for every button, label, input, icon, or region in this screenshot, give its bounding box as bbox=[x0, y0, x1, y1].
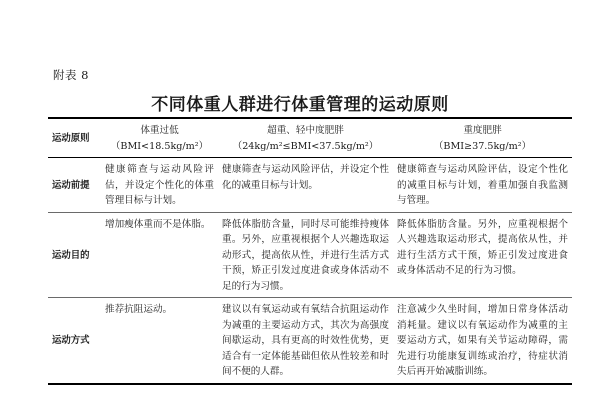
exercise-principles-table bbox=[48, 117, 572, 385]
header-overweight bbox=[218, 118, 393, 158]
header-overweight-criterion: （24kg/m²≤BMI<37.5kg/m²） bbox=[232, 140, 379, 152]
table-row bbox=[48, 158, 572, 213]
table-cell: 增加瘦体重而不是体脂。 bbox=[105, 218, 211, 230]
table-cell: 建议以有氧运动或有氧结合抗阻运动作为减重的主要运动方式，其次为高强度间歇运动，具有更高的时效性优势，更适合有一定体能基础但依从性较差和时间不便的人群。 bbox=[222, 304, 389, 377]
header-underweight bbox=[101, 118, 218, 158]
table-title: 不同体重人群进行体重管理的运动原则 bbox=[151, 95, 449, 115]
header-severe-obesity bbox=[393, 118, 572, 158]
table-cell: 注意减少久坐时间，增加日常身体活动消耗量。建议以有氧运动作为减重的主要运动方式，如果有关节运动障碍，需先进行功能康复训练或治疗，待症状消失后再开始减脂训练。 bbox=[397, 304, 568, 377]
table-cell: 降低体脂肪含量，同时尽可能维持瘦体重。另外，应重视根据个人兴趣选取运动形式，提高依从性，并进行生活方式干预，矫正引发过度进食或身体活动不足的行为习惯。 bbox=[222, 218, 389, 292]
table-header-row bbox=[48, 118, 572, 158]
table-cell: 健康筛查与运动风险评估，并设定个性化的减重目标与计划。 bbox=[222, 164, 389, 191]
header-underweight-name: 体重过低 bbox=[140, 125, 179, 136]
table-row bbox=[48, 212, 572, 298]
table-cell: 健康筛查与运动风险评估，并设定个性化的体重管理目标与计划。 bbox=[105, 164, 214, 206]
appendix-label: 附表 8 bbox=[53, 68, 89, 82]
row-label-prerequisite: 运动前提 bbox=[52, 179, 90, 191]
header-row-label: 运动原则 bbox=[52, 132, 90, 144]
table-cell: 健康筛查与运动风险评估，设定个性化的减重目标与计划，着重加强自我监测与管理。 bbox=[397, 164, 568, 206]
header-severe-obesity-name: 重度肥胖 bbox=[463, 125, 502, 136]
row-label-method: 运动方式 bbox=[52, 335, 90, 346]
row-label-purpose: 运动目的 bbox=[52, 249, 90, 261]
table-cell: 降低体脂肪含量。另外，应重视根据个人兴趣选取运动形式，提高依从性，并进行生活方式干预，矫正引发过度进食或身体活动不足的行为习惯。 bbox=[397, 218, 568, 276]
table-row bbox=[48, 298, 572, 384]
header-underweight-criterion: （BMI<18.5kg/m²） bbox=[110, 140, 209, 152]
header-severe-obesity-criterion: （BMI≥37.5kg/m²） bbox=[433, 140, 532, 152]
table-cell: 推荐抗阻运动。 bbox=[105, 304, 173, 315]
header-overweight-name: 超重、轻中度肥胖 bbox=[267, 125, 344, 136]
